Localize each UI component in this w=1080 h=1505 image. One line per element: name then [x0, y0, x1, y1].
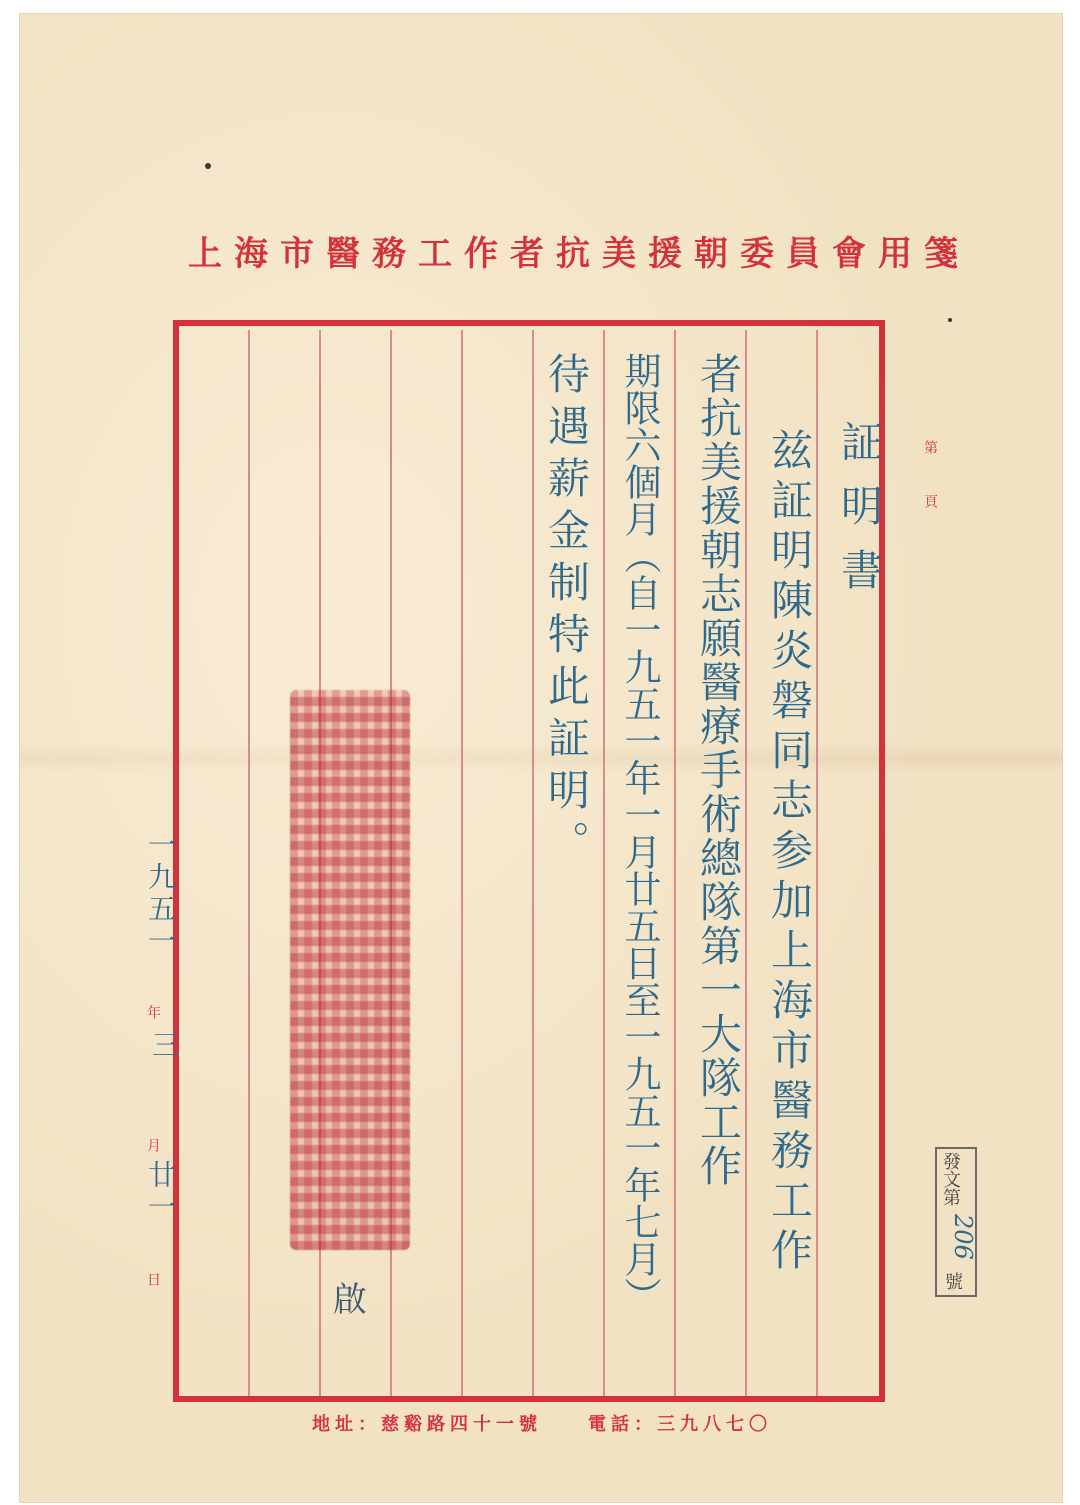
date-year-unit: 年 [145, 1005, 161, 1019]
letterhead-title: 上海市醫務工作者抗美援朝委員會用箋 [188, 234, 970, 274]
address-label: 地址： [312, 1414, 381, 1435]
document-line: 兹証明陳炎磐同志参加上海市醫務工作 [765, 428, 814, 1278]
official-seal [290, 690, 410, 1250]
rule-line [674, 330, 676, 1396]
filing-stamp-prefix: 發文第 [940, 1152, 961, 1206]
rule-line [248, 330, 250, 1396]
paper-speck [205, 163, 211, 169]
phone-value: 三九八七〇 [657, 1414, 772, 1435]
address-value: 慈谿路四十一號 [381, 1414, 542, 1435]
date-year: 一九五一 [144, 830, 177, 958]
filing-stamp-suffix: 號 [945, 1272, 963, 1293]
phone-label: 電話： [588, 1414, 657, 1435]
paper-speck [948, 318, 952, 322]
signature-mark: 啟 [333, 1280, 367, 1320]
rule-line [603, 330, 605, 1396]
rule-line [745, 330, 747, 1396]
document-heading: 証明書 [835, 420, 884, 612]
filing-stamp-number: 206 [949, 1214, 977, 1260]
date-month-unit: 月 [145, 1138, 161, 1152]
document-line: 待遇薪金制特此証明。 [542, 352, 591, 872]
rule-line [461, 330, 463, 1396]
date-month: 三 [148, 1030, 181, 1062]
rule-line [816, 330, 818, 1396]
letterhead-footer [232, 1410, 852, 1436]
date-day: 廿一 [144, 1160, 177, 1224]
date-day-unit: 日 [145, 1272, 161, 1286]
document-line: 者抗美援朝志願醫療手術總隊第一大隊工作 [694, 352, 743, 1188]
document-line: 期限六個月（自一九五一年一月廿五日至一九五一年七月） [618, 352, 661, 1314]
page-number-label: 第 頁 [922, 440, 938, 512]
rule-line [532, 330, 534, 1396]
